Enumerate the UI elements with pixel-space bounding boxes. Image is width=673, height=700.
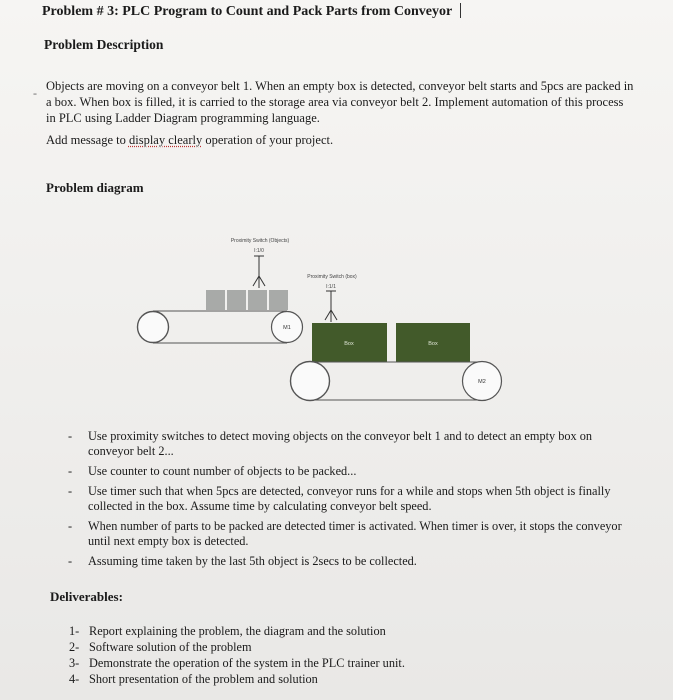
requirement-item: - Use timer such that when 5pcs are detected, conveyor runs for a while and stops when 5th object is finally collected in the box. Assume time by calculating conveyor belt speed. [66, 484, 626, 514]
requirements-list [66, 429, 626, 572]
deliverable-text: Software solution of the problem [89, 640, 252, 654]
deliverable-item [69, 624, 405, 639]
deliverable-item [69, 672, 405, 687]
box-1-label: Box [344, 341, 354, 347]
requirement-item: - Assuming time taken by the last 5th object is 2secs to be collected. [66, 554, 626, 569]
deliverable-item [69, 640, 405, 655]
object-part-2 [227, 290, 246, 310]
deliverables-list [69, 624, 405, 688]
motor-m1-label: M1 [283, 325, 291, 331]
sensor2-label: Proximity Switch (box) [307, 274, 357, 280]
deliverables-heading: Deliverables: [50, 589, 123, 604]
deliverable-number: 1- [69, 624, 80, 638]
deliverable-item [69, 656, 405, 671]
object-part-1 [206, 290, 225, 310]
proximity-switch-2-icon [325, 291, 337, 322]
title-text: Problem # 3: PLC Program to Count and Pack Parts from Conveyor [42, 4, 453, 19]
text-cursor [460, 3, 461, 18]
objects-on-belt-1 [206, 290, 288, 310]
conveyor-belt-1 [138, 311, 303, 343]
description-paragraph: Objects are moving on a conveyor belt 1. When an empty box is detected, conveyor belt starts and 5pcs are packed in a box. When box is filled, it is carried to the storage area via conveyor belt 2. Implement automation of this process in PLC using Ladder Diagram programming language. [46, 79, 634, 125]
deliverable-text: Short presentation of the problem and solution [89, 672, 318, 686]
proximity-switch-1-icon [253, 256, 265, 288]
requirement-item: - Use proximity switches to detect moving objects on the conveyor belt 1 and to detect an empty box on conveyor belt 2... [66, 429, 626, 459]
requirement-item: - Use counter to count number of objects to be packed... [66, 464, 626, 479]
add-message-underlined: display clearly [128, 133, 203, 147]
conveyor-diagram [120, 220, 520, 410]
deliverable-number: 2- [69, 640, 80, 654]
deliverable-number: 3- [69, 656, 80, 670]
diagram-heading: Problem diagram [46, 180, 144, 195]
requirement-item: - When number of parts to be packed are detected timer is activated. When timer is over, it stops the conveyor until next empty box is detected. [66, 519, 626, 549]
deliverable-text: Report explaining the problem, the diagram and the solution [89, 624, 386, 638]
description-heading: Problem Description [44, 37, 164, 52]
sensor1-label: Proximity Switch (Objects) [230, 238, 290, 244]
conveyor-belt-2 [291, 362, 502, 401]
deliverable-text: Demonstrate the operation of the system in the PLC trainer unit. [89, 656, 405, 670]
sensor2-address: I:1/1 [326, 284, 336, 290]
deliverable-number: 4- [69, 672, 80, 686]
object-part-4 [269, 290, 288, 310]
margin-mark: - [33, 86, 37, 100]
document-title [42, 3, 461, 20]
object-part-3 [248, 290, 267, 310]
sensor1-address: I:1/0 [254, 248, 264, 254]
add-message-post: operation of your project. [202, 133, 334, 147]
add-message-line [46, 133, 333, 148]
motor-m2-label: M2 [478, 379, 486, 385]
add-message-pre: Add message to [46, 133, 129, 147]
box-2-label: Box [428, 341, 438, 347]
